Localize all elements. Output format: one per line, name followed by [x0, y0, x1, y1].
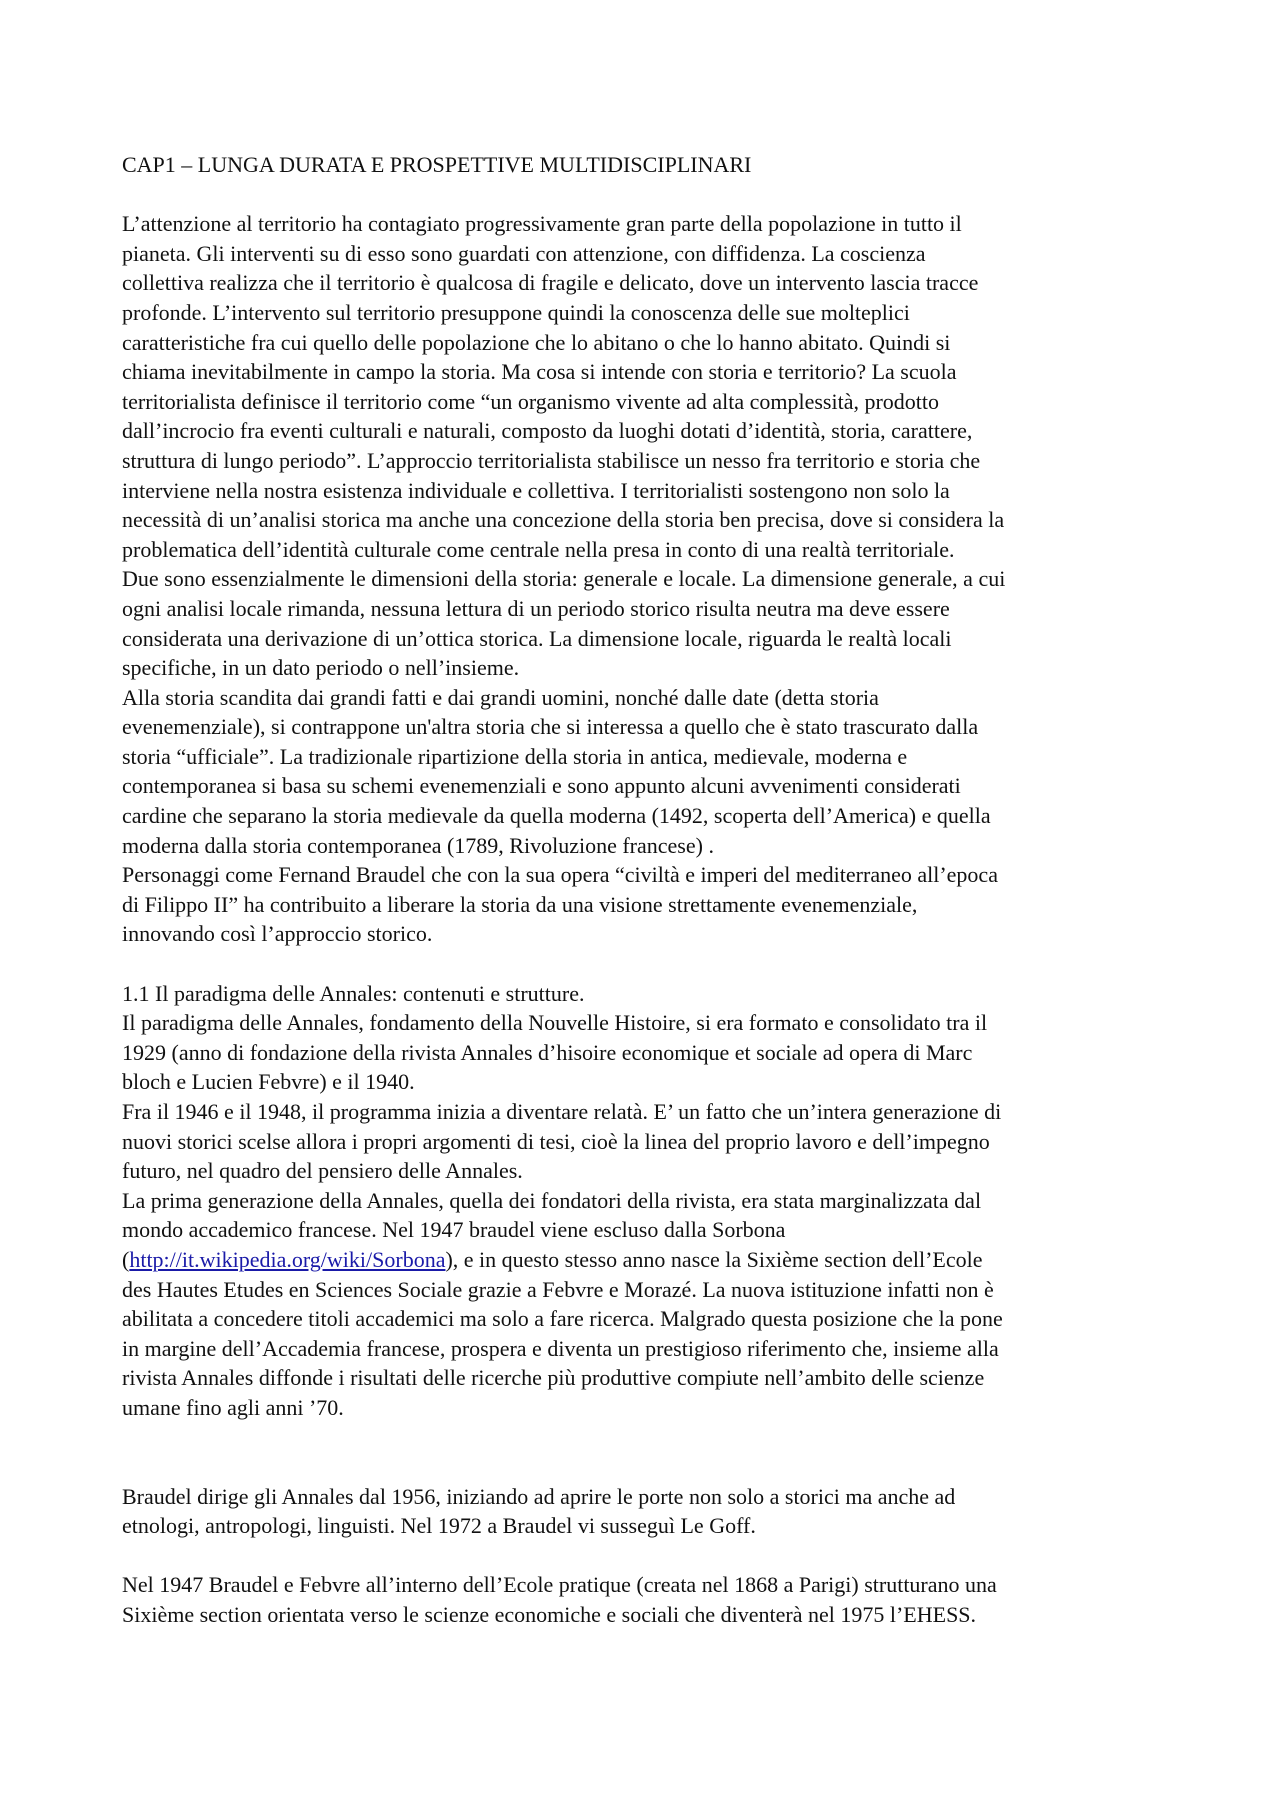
text-line: rivista Annales diffonde i risultati delle ricerche più produttive compiute nell’ambito delle scienze [122, 1365, 985, 1391]
text-line: des Hautes Etudes en Sciences Sociale grazie a Febvre e Morazé. La nuova istituzione infatti non è [122, 1276, 994, 1302]
text-line: pianeta. Gli interventi su di esso sono guardati con attenzione, con diffidenza. La coscienza [122, 240, 926, 266]
text-line: evenemenziale), si contrappone un'altra storia che si interessa a quello che è stato trascurato dalla [122, 714, 979, 740]
text-line: 1929 (anno di fondazione della rivista Annales d’hisoire economique et sociale ad opera di Marc [122, 1039, 973, 1065]
paragraph-gap-large [122, 1423, 1182, 1482]
text-line: Nel 1947 Braudel e Febvre all’interno dell’Ecole pratique (creata nel 1868 a Parigi) strutturano una [122, 1572, 997, 1598]
paragraph-territorio-storia [122, 209, 1182, 949]
text-line: 1.1 Il paradigma delle Annales: contenuti e strutture. [122, 980, 585, 1006]
text-line: moderna dalla storia contemporanea (1789, Rivoluzione francese) . [122, 832, 714, 858]
text-line: interviene nella nostra esistenza individuale e collettiva. I territorialisti sostengono non solo la [122, 477, 950, 503]
text-line: Braudel dirige gli Annales dal 1956, iniziando ad aprire le porte non solo a storici ma anche ad [122, 1483, 956, 1509]
text-line: Fra il 1946 e il 1948, il programma inizia a diventare relatà. E’ un fatto che un’intera generazione di [122, 1099, 1002, 1124]
text-line: bloch e Lucien Febvre) e il 1940. [122, 1069, 415, 1095]
link-line-rest: ), e in questo stesso anno nasce la Sixième section dell’Ecole [445, 1246, 983, 1272]
chapter-title: CAP1 – LUNGA DURATA E PROSPETTIVE MULTIDISCIPLINARI [122, 152, 752, 177]
text-line: abilitata a concedere titoli accademici ma solo a fare ricerca. Malgrado questa posizione che la pone [122, 1306, 1003, 1332]
text-line: territorialista definisce il territorio come “un organismo vivente ad alta complessità, prodotto [122, 388, 940, 414]
text-line: problematica dell’identità culturale come centrale nella presa in conto di una realtà territoriale. [122, 536, 955, 562]
text-line: Due sono essenzialmente le dimensioni della storia: generale e locale. La dimensione generale, a cui [122, 566, 1006, 592]
text-line: mondo accademico francese. Nel 1947 braudel viene escluso dalla Sorbona [122, 1217, 786, 1243]
text-line: caratteristiche fra cui quello delle popolazione che lo abitano o che lo hanno abitato. Quindi si [122, 329, 951, 355]
text-line: in margine dell’Accademia francese, prospera e diventa un prestigioso riferimento che, insieme alla [122, 1335, 999, 1361]
paragraph-annales-before-link [122, 979, 1182, 1245]
text-line: futuro, nel quadro del pensiero delle Annales. [122, 1158, 523, 1184]
text-line: Personaggi come Fernand Braudel che con la sua opera “civiltà e imperi del mediterraneo all’epoca [122, 862, 998, 888]
text-line: umane fino agli anni ’70. [122, 1394, 344, 1420]
text-line: Alla storia scandita dai grandi fatti e dai grandi uomini, nonché dalle date (detta storia [122, 684, 879, 710]
paragraph-braudel-annales [122, 1482, 1182, 1541]
text-line: di Filippo II” ha contribuito a liberare la storia da una visione strettamente evenemenziale, [122, 891, 918, 917]
text-line: dall’incrocio fra eventi culturali e naturali, composto da luoghi dotati d’identità, storia, carattere, [122, 418, 973, 444]
text-line: ogni analisi locale rimanda, nessuna lettura di un periodo storico risulta neutra ma deve essere [122, 595, 950, 621]
text-line: profonde. L’intervento sul territorio presuppone quindi la conoscenza delle sue molteplici [122, 299, 910, 325]
paragraph-sixieme-section [122, 1570, 1182, 1629]
text-line: necessità di un’analisi storica ma anche una concezione della storia ben precisa, dove si considera la [122, 507, 1005, 533]
text-line: storia “ufficiale”. La tradizionale ripartizione della storia in antica, medievale, moderna e [122, 743, 908, 769]
text-line: chiama inevitabilmente in campo la storia. Ma cosa si intende con storia e territorio? La scuola [122, 359, 957, 385]
text-line: considerata una derivazione di un’ottica storica. La dimensione locale, riguarda le realtà locali [122, 625, 952, 651]
sorbona-link[interactable]: http://it.wikipedia.org/wiki/Sorbona [129, 1246, 446, 1272]
link-line [122, 1245, 1182, 1275]
text-line: L’attenzione al territorio ha contagiato progressivamente gran parte della popolazione in tutto il [122, 211, 962, 237]
text-line: innovando così l’approccio storico. [122, 921, 433, 947]
paren-open: ( [122, 1246, 130, 1272]
text-line: specifiche, in un dato periodo o nell’insieme. [122, 655, 520, 681]
text-line: collettiva realizza che il territorio è qualcosa di fragile e delicato, dove un intervento lascia tracce [122, 270, 979, 296]
text-line: contemporanea si basa su schemi evenemenziali e sono appunto alcuni avvenimenti considerati [122, 773, 961, 799]
paragraph-gap [122, 949, 1182, 979]
text-line: struttura di lungo periodo”. L’approccio territorialista stabilisce un nesso fra territorio e storia che [122, 447, 981, 473]
text-line: La prima generazione della Annales, quella dei fondatori della rivista, era stata marginalizzata dal [122, 1187, 982, 1213]
text-line: Il paradigma delle Annales, fondamento della Nouvelle Histoire, si era formato e consolidato tra il [122, 1010, 988, 1036]
text-line: Sixième section orientata verso le scienze economiche e sociali che diventerà nel 1975 l’EHESS. [122, 1601, 977, 1627]
document-page [122, 150, 1182, 1630]
text-line: cardine che separano la storia medievale da quella moderna (1492, scoperta dell’America) e quella [122, 803, 991, 829]
text-line: nuovi storici scelse allora i propri argomenti di tesi, cioè la linea del proprio lavoro e dell’impegno [122, 1128, 990, 1154]
paragraph-annales-after-link [122, 1275, 1182, 1423]
paragraph-gap [122, 1541, 1182, 1571]
text-line: etnologi, antropologi, linguisti. Nel 1972 a Braudel vi susseguì Le Goff. [122, 1513, 756, 1539]
